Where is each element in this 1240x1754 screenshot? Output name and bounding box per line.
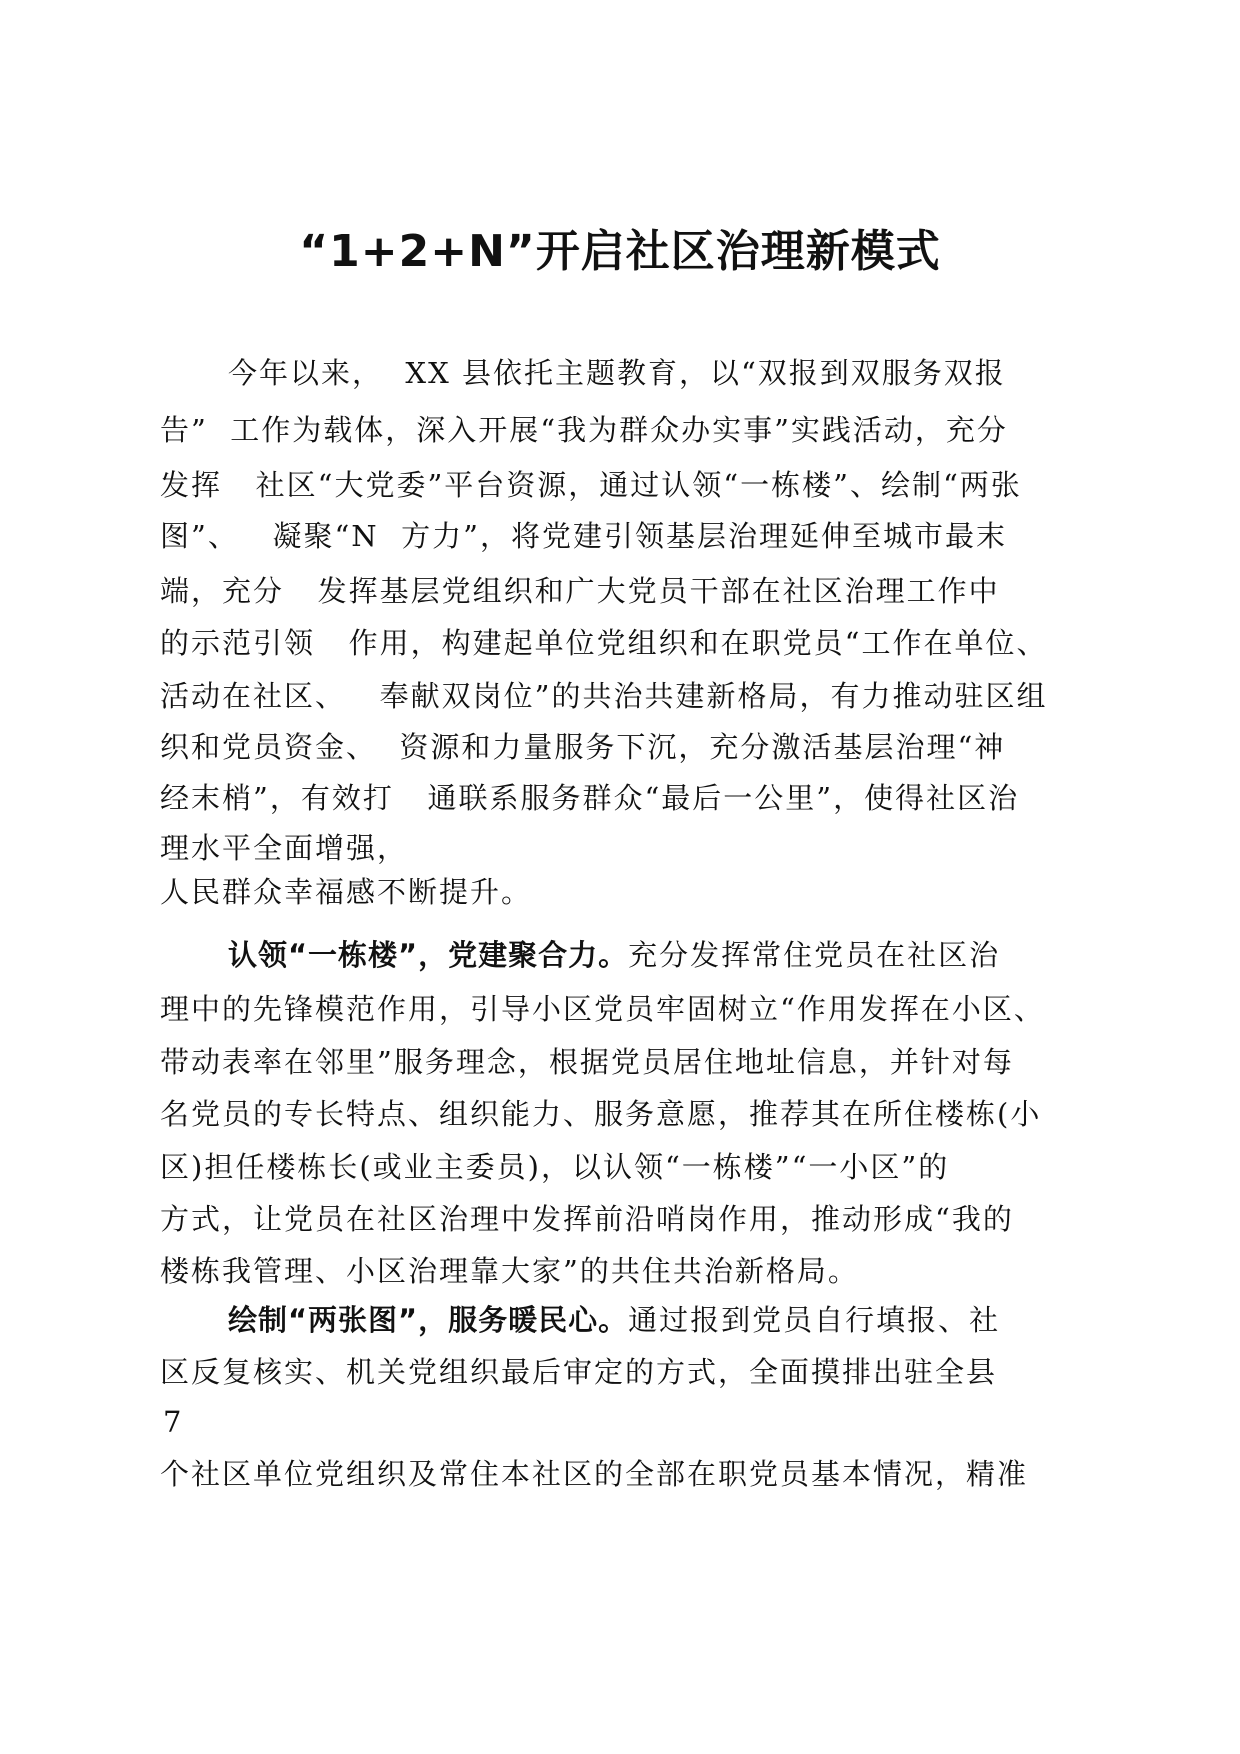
intro-line-11: 人民群众幸福感不断提升。 <box>160 875 533 909</box>
page-number: 7 <box>163 1405 182 1439</box>
section-2-line-3: 个社区单位党组织及常住本社区的全部在职党员基本情况，精准 <box>160 1457 1029 1491</box>
intro-line-7: 活动在社区、 奉献双岗位”的共治共建新格局，有力推动驻区组 <box>160 679 1048 713</box>
section-2-first-line <box>228 1300 1000 1340</box>
page-title: “1+2+N”开启社区治理新模式 <box>299 226 941 277</box>
section-1-line-6: 方式，让党员在社区治理中发挥前沿哨岗作用，推动形成“我的 <box>160 1202 1014 1236</box>
section-2-line-2: 区反复核实、机关党组织最后审定的方式，全面摸排出驻全县 <box>160 1355 998 1389</box>
section-1-line-5: 区)担任楼栋长(或业主委员)，以认领“一栋楼”“一小区”的 <box>160 1150 950 1184</box>
intro-line-8: 织和党员资金、 资源和力量服务下沉，充分激活基层治理“神 <box>160 730 1006 764</box>
intro-line-2: 告” 工作为载体，深入开展“我为群众办实事”实践活动，充分 <box>160 413 1008 447</box>
section-1-line-4: 名党员的专长特点、组织能力、服务意愿，推荐其在所住楼栋(小 <box>160 1097 1042 1131</box>
intro-line-1: 今年以来， XX 县依托主题教育，以“双报到双服务双报 <box>228 356 1006 390</box>
section-2-first-line-text: 通过报到党员自行填报、社 <box>628 1303 1001 1337</box>
section-1-heading: 认领“一栋楼”，党建聚合力。 <box>228 938 629 972</box>
intro-line-5: 端，充分 发挥基层党组织和广大党员干部在社区治理工作中 <box>160 574 1000 608</box>
section-2-heading: 绘制“两张图”，服务暖民心。 <box>228 1303 629 1337</box>
section-1-first-line <box>228 935 1000 975</box>
section-1-line-3: 带动表率在邻里”服务理念，根据党员居住地址信息，并针对每 <box>160 1045 1014 1079</box>
intro-line-6: 的示范引领 作用，构建起单位党组织和在职党员“工作在单位、 <box>160 626 1048 660</box>
intro-line-3: 发挥 社区“大党委”平台资源，通过认领“一栋楼”、绘制“两张 <box>160 468 1022 502</box>
intro-line-4: 图”、 凝聚“N 方力”，将党建引领基层治理延伸至城市最末 <box>160 519 1007 553</box>
section-1-first-line-text: 充分发挥常住党员在社区治 <box>628 938 1001 972</box>
intro-line-9: 经末梢”，有效打 通联系服务群众“最后一公里”，使得社区治 <box>160 781 1020 815</box>
intro-line-10: 理水平全面增强， <box>160 831 409 865</box>
section-1-line-2: 理中的先锋模范作用，引导小区党员牢固树立“作用发挥在小区、 <box>160 992 1045 1026</box>
section-1-line-7: 楼栋我管理、小区治理靠大家”的共住共治新格局。 <box>160 1254 859 1288</box>
